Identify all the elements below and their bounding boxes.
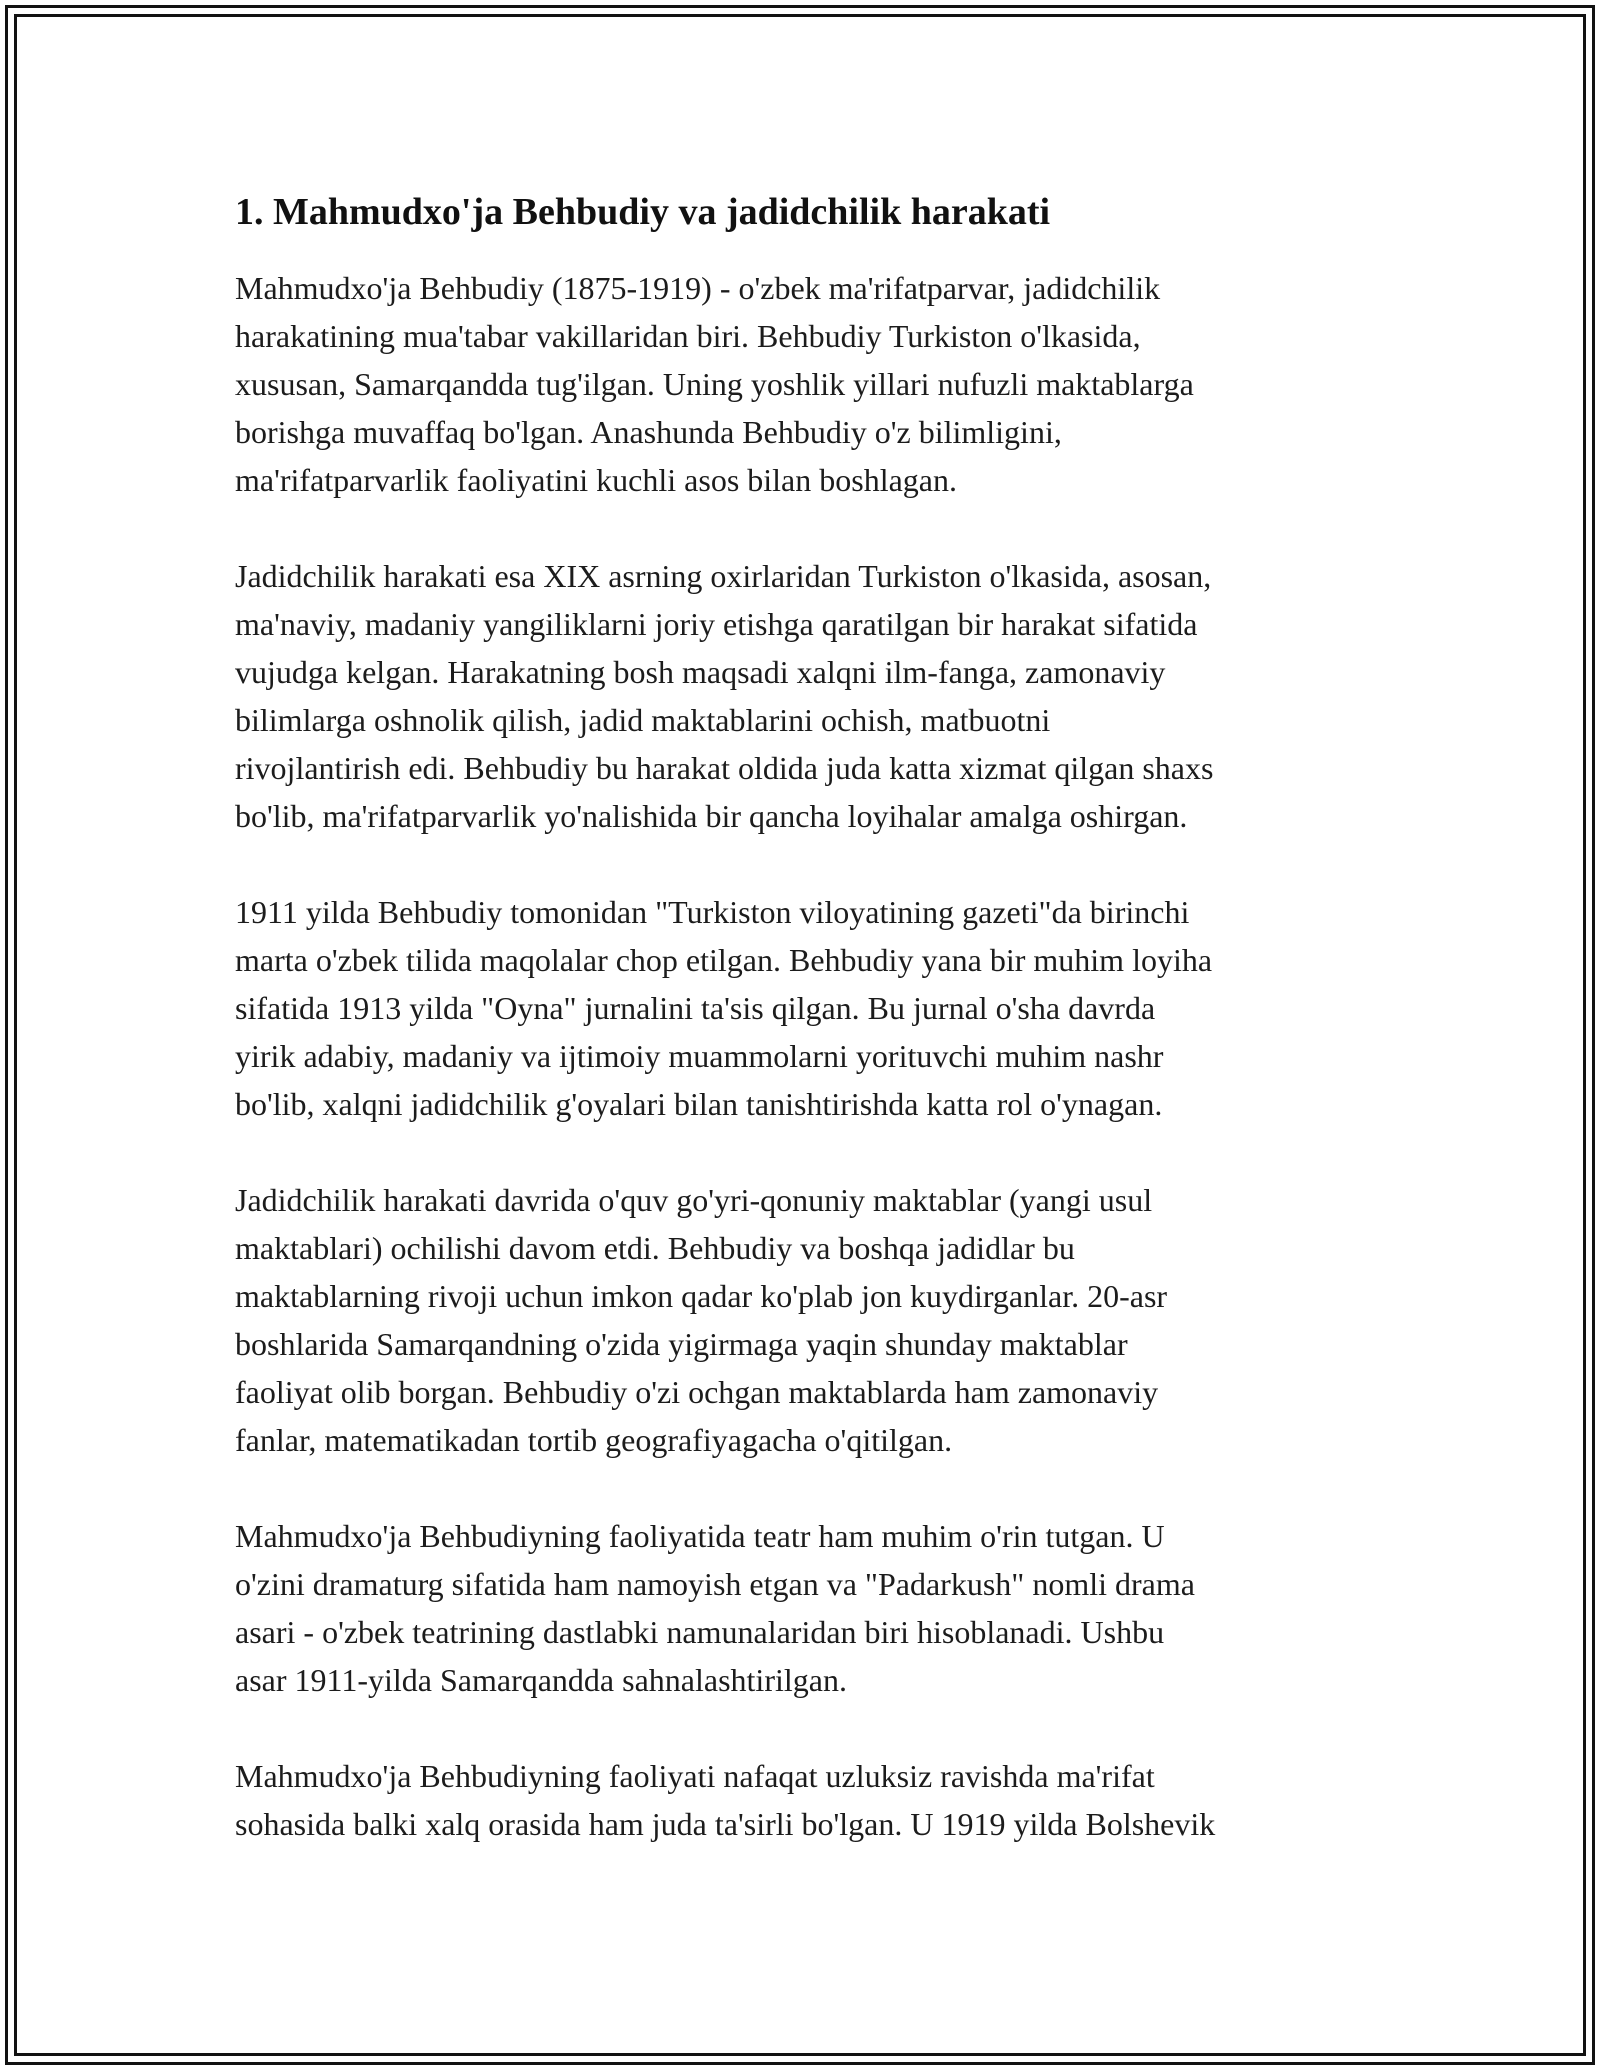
text-line: yirik adabiy, madaniy va ijtimoiy muammolarni yorituvchi muhim nashr [235, 1038, 1164, 1074]
paragraph-2 [235, 552, 1385, 840]
text-line: xususan, Samarqandda tug'ilgan. Uning yoshlik yillari nufuzli maktablarga [235, 366, 1194, 402]
text-line: 1911 yilda Behbudiy tomonidan "Turkiston viloyatining gazeti"da birinchi [235, 894, 1190, 930]
document-body [235, 186, 1385, 1896]
paragraph-4 [235, 1176, 1385, 1464]
paragraph-6 [235, 1752, 1385, 1848]
text-line: Mahmudxo'ja Behbudiy (1875-1919) - o'zbek ma'rifatparvar, jadidchilik [235, 270, 1161, 306]
paragraph-5 [235, 1512, 1385, 1704]
paragraph-1 [235, 264, 1385, 504]
text-line: borishga muvaffaq bo'lgan. Anashunda Behbudiy o'z bilimligini, [235, 414, 1062, 450]
text-line: Jadidchilik harakati davrida o'quv go'yri-qonuniy maktablar (yangi usul [235, 1182, 1153, 1218]
text-line: bilimlarga oshnolik qilish, jadid maktablarini ochish, matbuotni [235, 702, 1051, 738]
text-line: faoliyat olib borgan. Behbudiy o'zi ochgan maktablarda ham zamonaviy [235, 1374, 1159, 1410]
text-line: o'zini dramaturg sifatida ham namoyish etgan va "Padarkush" nomli drama [235, 1566, 1195, 1602]
text-line: rivojlantirish edi. Behbudiy bu harakat oldida juda katta xizmat qilgan shaxs [235, 750, 1214, 786]
text-line: ma'naviy, madaniy yangiliklarni joriy etishga qaratilgan bir harakat sifatida [235, 606, 1198, 642]
text-line: marta o'zbek tilida maqolalar chop etilgan. Behbudiy yana bir muhim loyiha [235, 942, 1213, 978]
section-heading: 1. Mahmudxo'ja Behbudiy va jadidchilik harakati [235, 191, 1051, 233]
text-line: maktablari) ochilishi davom etdi. Behbudiy va boshqa jadidlar bu [235, 1230, 1075, 1266]
text-line: bo'lib, xalqni jadidchilik g'oyalari bilan tanishtirishda katta rol o'ynagan. [235, 1086, 1163, 1122]
text-line: harakatining mua'tabar vakillaridan biri. Behbudiy Turkiston o'lkasida, [235, 318, 1141, 354]
text-line: Mahmudxo'ja Behbudiyning faoliyatida teatr ham muhim o'rin tutgan. U [235, 1518, 1165, 1554]
text-line: maktablarning rivoji uchun imkon qadar ko'plab jon kuydirganlar. 20-asr [235, 1278, 1168, 1314]
text-line: fanlar, matematikadan tortib geografiyagacha o'qitilgan. [235, 1422, 953, 1458]
text-line: ma'rifatparvarlik faoliyatini kuchli asos bilan boshlagan. [235, 462, 957, 498]
text-line: vujudga kelgan. Harakatning bosh maqsadi xalqni ilm-fanga, zamonaviy [235, 654, 1166, 690]
text-line: boshlarida Samarqandning o'zida yigirmaga yaqin shunday maktablar [235, 1326, 1128, 1362]
text-line: asari - o'zbek teatrining dastlabki namunalaridan biri hisoblanadi. Ushbu [235, 1614, 1165, 1650]
text-line: Jadidchilik harakati esa XIX asrning oxirlaridan Turkiston o'lkasida, asosan, [235, 558, 1212, 594]
text-line: sohasida balki xalq orasida ham juda ta'sirli bo'lgan. U 1919 yilda Bolshevik [235, 1806, 1216, 1842]
text-line: bo'lib, ma'rifatparvarlik yo'nalishida bir qancha loyihalar amalga oshirgan. [235, 798, 1188, 834]
text-line: sifatida 1913 yilda "Oyna" jurnalini ta'sis qilgan. Bu jurnal o'sha davrda [235, 990, 1156, 1026]
paragraph-3 [235, 888, 1385, 1128]
text-line: asar 1911-yilda Samarqandda sahnalashtirilgan. [235, 1662, 847, 1698]
text-line: Mahmudxo'ja Behbudiyning faoliyati nafaqat uzluksiz ravishda ma'rifat [235, 1758, 1155, 1794]
